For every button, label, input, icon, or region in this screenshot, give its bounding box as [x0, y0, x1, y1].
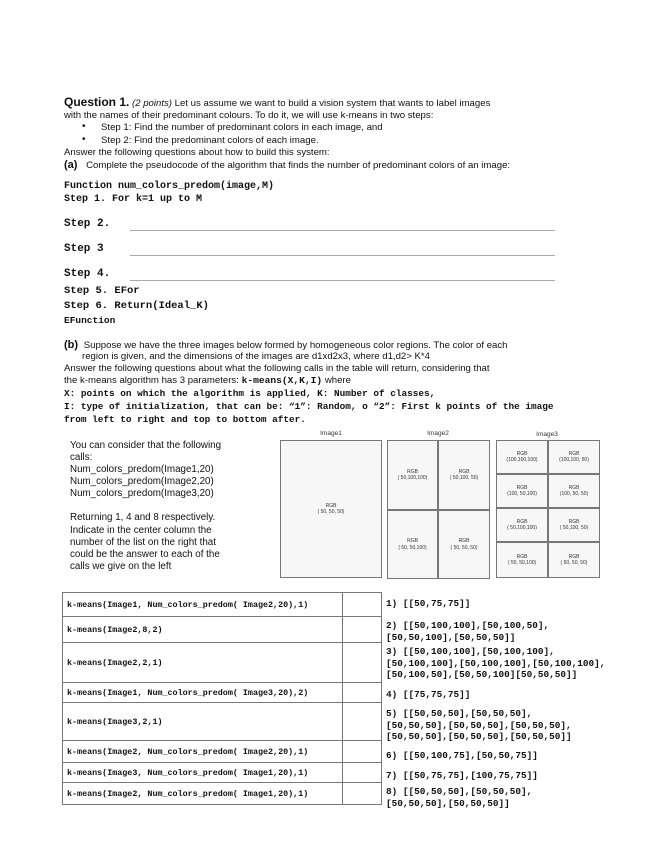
part-b-text-4c: where	[322, 375, 351, 386]
answer-input-cell[interactable]	[343, 763, 382, 783]
side-text-line: Num_colors_predom(Image3,20)	[70, 488, 214, 500]
question-points: (2 points)	[132, 98, 173, 109]
image3-region	[548, 440, 600, 474]
part-b-text-3: Answer the following questions about what the following calls in the table will return, considering that	[64, 363, 490, 374]
answer-line: 2) [[50,100,100],[50,100,50],	[386, 620, 550, 631]
image2-region	[438, 440, 490, 510]
part-b-text-4b: k-means(X,K,I)	[241, 375, 323, 386]
side-text-line: calls we give on the left	[70, 560, 172, 572]
table-row	[63, 593, 382, 617]
answer-line: 8) [[50,50,50],[50,50,50],	[386, 786, 533, 797]
code-step-2: Step 2.	[64, 218, 111, 230]
rgb-value: ( 50, 50, 50)	[450, 544, 478, 551]
answer-line: [50,50,100],[50,50,50]]	[386, 631, 516, 643]
part-b-label: (b)	[64, 339, 79, 351]
image3-region	[548, 474, 600, 508]
table-row	[63, 683, 382, 703]
side-text-line: number of the list on the right that	[70, 536, 216, 548]
answer-line: [50,50,50],[50,50,50],[50,50,50],	[386, 719, 572, 731]
answer-line: 7) [[50,75,75],[100,75,75]]	[386, 770, 538, 781]
code-step-6: Step 6. Return(Ideal_K)	[64, 300, 209, 312]
rgb-value: (100, 50, 50)	[559, 491, 589, 497]
answer-input-cell[interactable]	[343, 593, 382, 617]
rgb-label: RGB	[458, 468, 470, 475]
answer-line-step-4[interactable]	[130, 280, 555, 281]
answer-line: [50,50,50],[50,50,50]]	[386, 797, 510, 809]
table-row	[63, 643, 382, 683]
image1-title: Image1	[320, 430, 342, 437]
answer-option	[386, 598, 470, 610]
rgb-label: RGB	[325, 502, 337, 509]
answer-option	[386, 620, 549, 643]
code-step-4: Step 4.	[64, 268, 111, 280]
rgb-label: RGB	[516, 450, 528, 457]
answer-line-step-3[interactable]	[130, 255, 555, 256]
answer-line: [50,50,50],[50,50,50],[50,50,50]]	[386, 731, 572, 743]
rgb-value: (100,100,100)	[506, 457, 538, 463]
calls-table	[62, 592, 382, 805]
rgb-value: ( 50, 50,100)	[398, 544, 427, 551]
answer-line-step-2[interactable]	[130, 230, 555, 231]
image2-region	[438, 510, 490, 579]
answer-input-cell[interactable]	[343, 741, 382, 763]
answer-option	[386, 750, 538, 762]
call-cell: k-means(Image2, Num_colors_predom( Image2,20),1)	[63, 741, 343, 763]
rgb-value: (100,100, 50)	[559, 457, 589, 463]
part-b-text-6: I: type of initialization, that can be: “1”: Random, o “2”: First k points of the image	[64, 401, 554, 412]
code-function: Function num_colors_predom(image,M)	[64, 181, 275, 192]
answer-input-cell[interactable]	[343, 703, 382, 741]
answer-line: 6) [[50,100,75],[50,50,75]]	[386, 750, 538, 761]
side-text-line	[70, 500, 221, 512]
call-cell: k-means(Image2,8,2)	[63, 617, 343, 643]
rgb-value: ( 50,100, 50)	[449, 475, 479, 481]
side-text-line: You can consider that the following	[70, 440, 222, 451]
answer-input-cell[interactable]	[343, 683, 382, 703]
code-step-1: Step 1. For k=1 up to M	[64, 194, 203, 205]
part-b-line-4	[64, 375, 351, 387]
question-intro-1: Let us assume we want to build a vision system that wants to label images	[172, 98, 491, 109]
step-2-text: Step 2: Find the predominant colors of each image.	[101, 135, 319, 146]
part-b-text-7: from left to right and top to bottom after.	[64, 414, 306, 425]
answer-option	[386, 646, 605, 681]
image3-region	[548, 542, 600, 578]
code-step-3: Step 3	[64, 243, 104, 255]
rgb-label: RGB	[407, 468, 418, 475]
table-row	[63, 703, 382, 741]
call-cell: k-means(Image3,2,1)	[63, 703, 343, 741]
answer-input-cell[interactable]	[343, 643, 382, 683]
rgb-label: RGB	[516, 484, 528, 491]
side-text-line: Indicate in the center column the	[70, 524, 212, 536]
code-step-5: Step 5. EFor	[64, 285, 140, 297]
side-text-line: Num_colors_predom(Image1,20)	[70, 464, 214, 476]
rgb-label: RGB	[516, 553, 528, 560]
part-b-text-5: X: points on which the algorithm is applied, K: Number of classes,	[64, 388, 436, 399]
call-cell: k-means(Image2,2,1)	[63, 643, 343, 683]
part-b-text-4a: the k-means algorithm has 3 parameters:	[64, 375, 242, 386]
image2-region	[387, 510, 438, 579]
part-a-label: (a)	[64, 159, 78, 171]
image3-region	[496, 508, 548, 542]
side-text-line: Num_colors_predom(Image2,20)	[70, 476, 214, 488]
answer-line: 4) [[75,75,75]]	[386, 689, 471, 700]
rgb-label: RGB	[407, 538, 418, 544]
answer-intro: Answer the following questions about how to build this system:	[64, 147, 330, 158]
rgb-value: ( 50, 50, 50)	[560, 560, 588, 566]
answer-option	[386, 786, 532, 809]
part-b-text-2: region is given, and the dimensions of the images are d1xd2x3, where d1,d2> K*4	[82, 351, 430, 362]
rgb-label: RGB	[568, 553, 580, 560]
image3-region	[548, 508, 600, 542]
side-text-line: could be the answer to each of the	[70, 548, 220, 560]
answer-line: 1) [[50,75,75]]	[386, 598, 471, 609]
step-1-text: Step 1: Find the number of predominant colors in each image, and	[101, 122, 383, 133]
image2-title: Image2	[427, 430, 449, 437]
bullet-icon: •	[82, 134, 86, 145]
image3-region	[496, 474, 548, 508]
call-cell: k-means(Image2, Num_colors_predom( Image1,20),1)	[63, 783, 343, 805]
rgb-value: ( 50,100,100)	[397, 475, 428, 481]
answer-input-cell[interactable]	[343, 783, 382, 805]
part-a-text: Complete the pseudocode of the algorithm that finds the number of predominant colors of an image:	[86, 160, 511, 171]
side-text-line: Returning 1, 4 and 8 respectively.	[70, 512, 216, 524]
rgb-value: ( 50,100, 50)	[559, 525, 589, 531]
answer-line: 3) [[50,100,100],[50,100,100],	[386, 646, 555, 657]
image3-title: Image3	[536, 431, 558, 438]
rgb-label: RGB	[568, 484, 580, 491]
image2-region	[387, 440, 438, 510]
rgb-label: RGB	[516, 518, 528, 525]
question-header	[64, 96, 490, 110]
answer-line: 5) [[50,50,50],[50,50,50],	[386, 708, 533, 719]
side-text	[70, 440, 221, 573]
call-cell: k-means(Image3, Num_colors_predom( Image1,20),1)	[63, 763, 343, 783]
rgb-value: ( 50, 50,100)	[507, 560, 537, 566]
side-text-line: calls:	[70, 452, 93, 464]
answer-option	[386, 708, 572, 743]
part-b-text-1: Suppose we have the three images below formed by homogeneous color regions. The color of each	[81, 340, 508, 351]
question-title: Question 1.	[64, 95, 130, 109]
table-row	[63, 617, 382, 643]
rgb-value: ( 50,100,100)	[507, 525, 537, 531]
rgb-label: RGB	[568, 518, 580, 525]
rgb-label: RGB	[568, 450, 580, 457]
answer-line: [50,100,100],[50,100,100],[50,100,100],	[386, 657, 606, 669]
image3-region	[496, 542, 548, 578]
call-cell: k-means(Image1, Num_colors_predom( Image2,20),1)	[63, 593, 343, 617]
part-a-line	[64, 159, 510, 172]
answer-option	[386, 689, 470, 701]
image1	[280, 440, 382, 578]
answer-option	[386, 770, 538, 782]
rgb-value: ( 50, 50, 50)	[317, 509, 345, 515]
rgb-label: RGB	[458, 538, 470, 544]
question-intro-2: with the names of their predominant colours. To do it, we will use k-means in two steps:	[64, 110, 434, 121]
code-end: EFunction	[64, 315, 116, 326]
table-row	[63, 783, 382, 805]
bullet-icon: •	[82, 121, 86, 132]
call-cell: k-means(Image1, Num_colors_predom( Image3,20),2)	[63, 683, 343, 703]
image3-region	[496, 440, 548, 474]
table-row	[63, 741, 382, 763]
answer-line: [50,100,50],[50,50,100][50,50,50]]	[386, 669, 578, 681]
rgb-value: (100, 50,100)	[507, 491, 537, 497]
table-row	[63, 763, 382, 783]
answer-input-cell[interactable]	[343, 617, 382, 643]
